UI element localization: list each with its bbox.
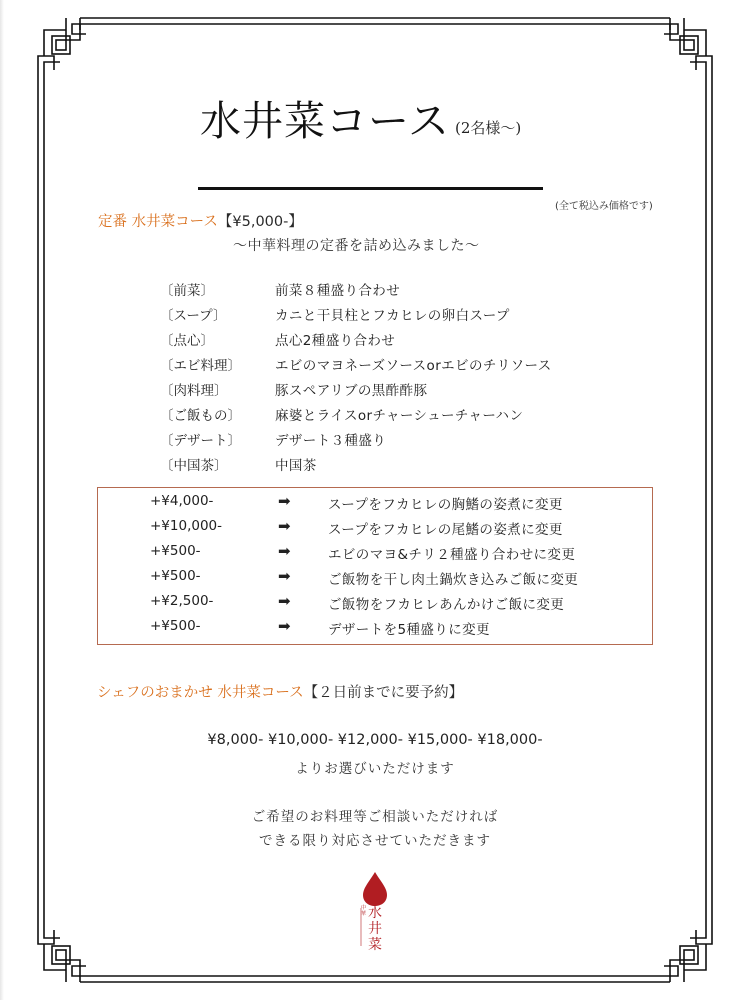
course2-name: シェフのおまかせ 水井菜コース xyxy=(97,685,304,701)
menu-dish: カニと干貝柱とフカヒレの卵白スープ xyxy=(275,308,510,324)
arrow-right-icon: ➡ xyxy=(278,492,291,510)
logo-small-text: 中華 xyxy=(361,905,367,917)
logo-name: 水井菜 xyxy=(368,905,382,953)
option-desc: スープをフカヒレの尾鰭の姿煮に変更 xyxy=(328,522,563,538)
corner-ornament-bl xyxy=(38,930,86,982)
option-desc: エビのマヨ&チリ２種盛り合わせに変更 xyxy=(328,547,576,563)
course1-menu-list xyxy=(160,279,640,479)
corner-ornament-br xyxy=(664,930,712,982)
corner-ornament-tl xyxy=(38,18,86,70)
option-price: +¥500- xyxy=(150,543,201,559)
course2-note: 【２日前までに要予約】 xyxy=(303,685,464,701)
option-row xyxy=(98,493,654,518)
option-price: +¥500- xyxy=(150,568,201,584)
menu-category: 〔デザート〕 xyxy=(160,433,241,449)
consult-line-1: ご希望のお料理等ご相談いただければ xyxy=(251,809,499,825)
menu-category: 〔肉料理〕 xyxy=(160,383,228,399)
option-row xyxy=(98,568,654,593)
menu-item xyxy=(160,429,640,454)
option-row xyxy=(98,543,654,568)
option-price: +¥2,500- xyxy=(150,593,214,609)
menu-item xyxy=(160,404,640,429)
option-price: +¥500- xyxy=(150,618,201,634)
course1-heading xyxy=(98,210,303,231)
menu-dish: 豚スペアリブの黒酢酢豚 xyxy=(275,383,428,399)
upgrade-options-box xyxy=(97,487,653,645)
arrow-right-icon: ➡ xyxy=(278,567,291,585)
arrow-right-icon: ➡ xyxy=(278,617,291,635)
title-underline xyxy=(198,187,543,190)
menu-item xyxy=(160,454,640,479)
consult-line-2: できる限り対応させていただきます xyxy=(259,833,491,849)
menu-dish: 中国茶 xyxy=(275,458,317,474)
option-row xyxy=(98,618,654,643)
option-desc: スープをフカヒレの胸鰭の姿煮に変更 xyxy=(328,497,563,513)
option-row xyxy=(98,593,654,618)
arrow-right-icon: ➡ xyxy=(278,517,291,535)
option-row xyxy=(98,518,654,543)
menu-dish: 前菜８種盛り合わせ xyxy=(275,283,401,299)
title-party-size: (2名様〜) xyxy=(455,119,522,137)
corner-ornament-tr xyxy=(664,18,712,70)
menu-category: 〔前菜〕 xyxy=(160,283,214,299)
menu-dish: デザート３種盛り xyxy=(275,433,387,449)
option-desc: ご飯物を干し肉土鍋炊き込みご飯に変更 xyxy=(328,572,579,588)
arrow-right-icon: ➡ xyxy=(278,592,291,610)
menu-category: 〔中国茶〕 xyxy=(160,458,228,474)
menu-item xyxy=(160,304,640,329)
menu-item xyxy=(160,279,640,304)
option-price: +¥4,000- xyxy=(150,493,214,509)
menu-item xyxy=(160,379,640,404)
course2-heading xyxy=(97,681,463,702)
course2-choose-text: よりお選びいただけます xyxy=(295,761,455,777)
course1-name: 定番 水井菜コース xyxy=(98,214,218,230)
menu-category: 〔ご飯もの〕 xyxy=(160,408,241,424)
menu-item xyxy=(160,329,640,354)
option-price: +¥10,000- xyxy=(150,518,223,534)
menu-dish: エビのマヨネーズソースorエビのチリソース xyxy=(275,358,552,374)
option-desc: ご飯物をフカヒレあんかけご飯に変更 xyxy=(328,597,565,613)
course2-prices: ¥8,000- ¥10,000- ¥12,000- ¥15,000- ¥18,000- xyxy=(207,732,543,748)
menu-category: 〔スープ〕 xyxy=(160,308,227,324)
menu-dish: 点心2種盛り合わせ xyxy=(275,333,396,349)
menu-item xyxy=(160,354,640,379)
course1-price: 【¥5,000-】 xyxy=(217,214,303,230)
menu-dish: 麻婆とライスorチャーシューチャーハン xyxy=(275,408,524,424)
option-desc: デザートを5種盛りに変更 xyxy=(328,622,490,638)
tax-note: (全て税込み価格です) xyxy=(555,201,653,212)
course1-tagline: 〜中華料理の定番を詰め込みました〜 xyxy=(233,238,480,254)
arrow-right-icon: ➡ xyxy=(278,542,291,560)
page-title: 水井菜コース xyxy=(200,97,450,145)
menu-category: 〔エビ料理〕 xyxy=(160,358,241,374)
menu-category: 〔点心〕 xyxy=(160,333,214,349)
